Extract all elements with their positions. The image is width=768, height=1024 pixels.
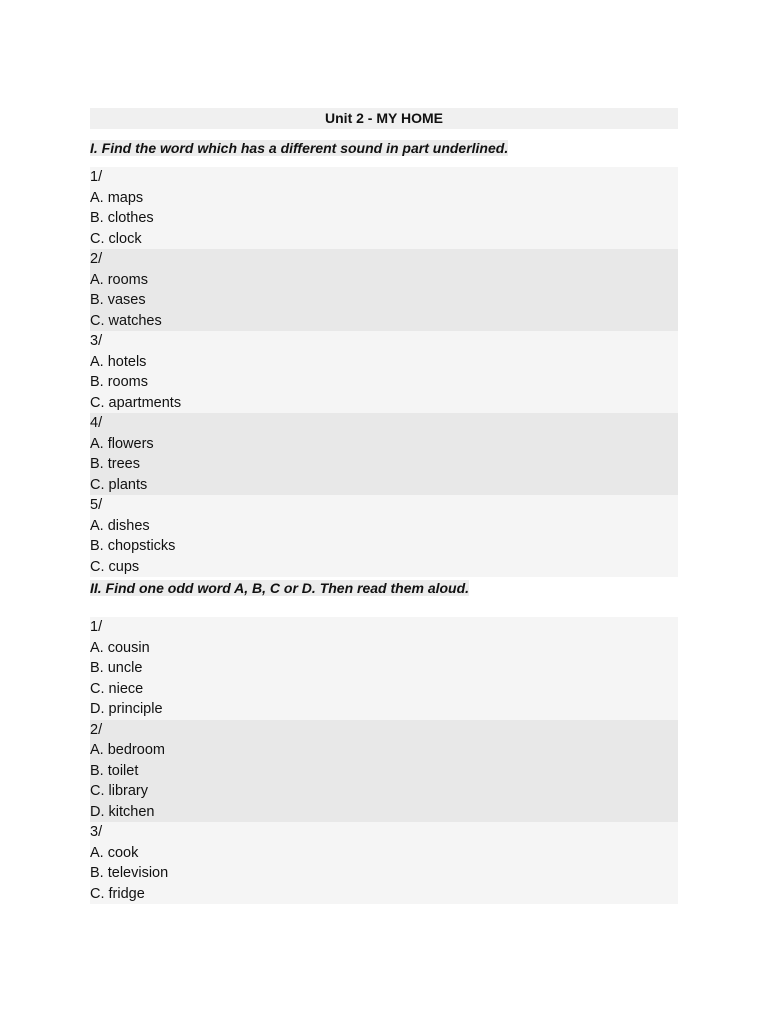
- answer-option: A. cousin: [90, 639, 150, 656]
- section-heading-text: II. Find one odd word A, B, C or D. Then read them aloud.: [90, 580, 470, 596]
- answer-option: B. vases: [90, 292, 146, 308]
- question-block: [90, 617, 678, 720]
- answer-option: D. principle: [90, 701, 163, 717]
- question-block: [90, 822, 678, 904]
- section-questions: [90, 167, 678, 577]
- question-block: [90, 413, 678, 495]
- question-number: 2/: [90, 721, 103, 738]
- answer-option: B. television: [90, 865, 169, 881]
- answer-option: B. toilet: [90, 762, 139, 779]
- answer-option: C. library: [90, 783, 149, 799]
- answer-option: B. uncle: [90, 660, 143, 676]
- section-heading: [90, 129, 678, 167]
- answer-option: B. rooms: [90, 374, 149, 390]
- answer-option: A. hotels: [90, 353, 147, 370]
- worksheet: [90, 108, 678, 904]
- question-number: 1/: [90, 619, 103, 635]
- answer-option: C. watches: [90, 312, 162, 329]
- question-number: 2/: [90, 251, 103, 267]
- question-block: [90, 495, 678, 577]
- answer-option: A. flowers: [90, 435, 154, 452]
- answer-option: A. bedroom: [90, 742, 165, 758]
- answer-option: B. clothes: [90, 210, 154, 226]
- question-block: [90, 249, 678, 331]
- answer-option: C. plants: [90, 476, 148, 493]
- answer-option: B. trees: [90, 456, 140, 472]
- section-heading: [90, 577, 678, 617]
- answer-option: C. niece: [90, 680, 144, 697]
- answer-option: C. cups: [90, 558, 140, 575]
- question-block: [90, 331, 678, 413]
- section-heading-text: I. Find the word which has a different sound in part underlined.: [90, 140, 509, 156]
- answer-option: A. maps: [90, 189, 144, 206]
- question-number: 3/: [90, 333, 103, 349]
- answer-option: C. fridge: [90, 885, 145, 902]
- answer-option: C. apartments: [90, 394, 182, 411]
- question-block: [90, 167, 678, 249]
- question-number: 5/: [90, 497, 103, 513]
- answer-option: A. dishes: [90, 517, 150, 534]
- answer-option: A. rooms: [90, 271, 149, 288]
- question-number: 1/: [90, 169, 103, 185]
- section-questions: [90, 617, 678, 904]
- answer-option: C. clock: [90, 230, 142, 247]
- answer-option: D. kitchen: [90, 803, 155, 820]
- page-title: Unit 2 - MY HOME: [90, 108, 678, 129]
- answer-option: A. cook: [90, 844, 139, 861]
- question-number: 4/: [90, 415, 103, 431]
- question-number: 3/: [90, 824, 103, 840]
- question-block: [90, 720, 678, 823]
- answer-option: B. chopsticks: [90, 538, 176, 554]
